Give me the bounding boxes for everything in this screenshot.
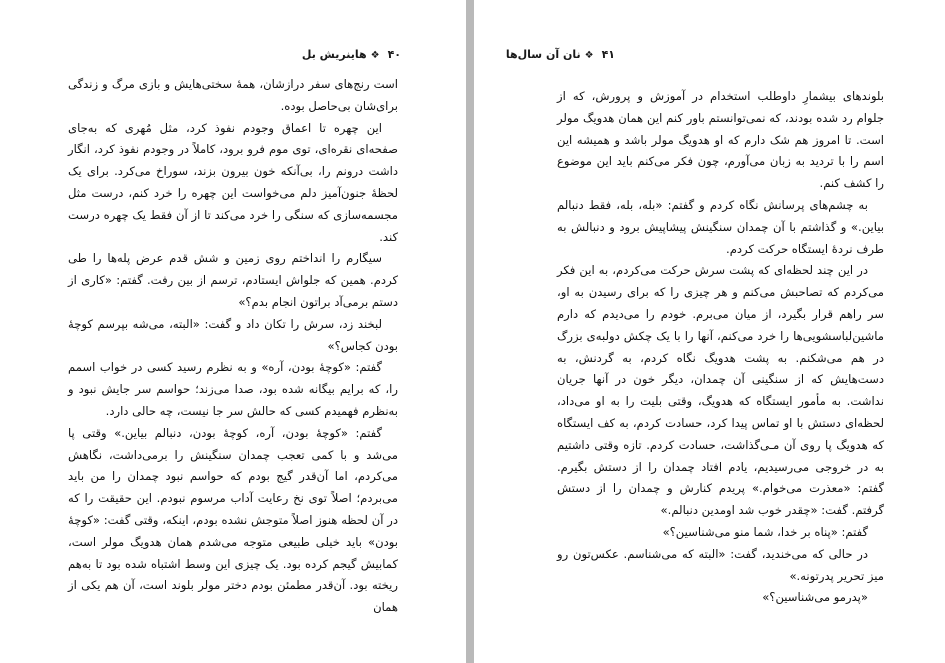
right-running-title: نان آن سال‌ها	[505, 48, 581, 61]
paragraph: گفتم: «پناه بر خدا، شما منو می‌شناسین؟»	[662, 524, 868, 539]
book-gutter	[466, 0, 474, 663]
right-page-body	[557, 86, 884, 609]
paragraph: گفتم: «کوچهٔ بودن، آره، کوچهٔ بودن، دنبالم بیاین.» وقتی پا می‌شد و با کمی تعجب چمدان سنگینش را برمی‌داشت، نگاهش می‌کردم، اما آن‌قدر گیج بودم که حواسم نبود چمدان را من باید می‌بردم؛ اصلاً توی نخ رعایت آداب مرسوم نبودم. این حقیقت را که در آن لحظه هنوز اصلاً متوجش نشده بودم، اینکه، وقتی گفت: «کوچهٔ بودن» باید خیلی طبیعی متوجه می‌شدم همان هدویگ مولر است، کمابیش گیجم کرده بود. یک چیزی این وسط اشتباه شده بود تا به‌هم ریخته بود. آن‌قدر مطمئن بودم دختر مولر بلوند است، آن هم یکی از همان	[68, 425, 398, 615]
right-page-number: ۴۱	[601, 48, 615, 61]
right-page	[474, 0, 945, 663]
paragraph: به چشم‌های پرسانش نگاه کردم و گفتم: «بله، بله، فقط دنبالم بیاین.» و گذاشتم با آن چمدان سنگینش پیشاپیش برود و دنبالش به طرف نردهٔ ایستگاه حرکت کردم.	[557, 197, 884, 256]
paragraph: بلوندهای بیشمارِ داوطلب استخدام در آموزش و پرورش، که از جلوام رد شده بودند، که نمی‌توانستم باور کنم این همان هدویگ مولر است. تا امروز هم شک دارم که او هدویگ مولر باشد و همیشه این اسم را با تردید به زبان می‌آورم، چون فکر می‌کنم باید این موضوع را کشف کنم.	[557, 89, 884, 191]
paragraph: سیگارم را انداختم روی زمین و شش قدم عرض پله‌ها را طی کردم. همین که جلواش ایستادم، ترسم از بین رفت. گفتم: «کاری از دستم برمی‌آد براتون انجام بدم؟»	[68, 251, 398, 309]
left-page-header	[302, 48, 401, 61]
paragraph: لبخند زد، سرش را تکان داد و گفت: «البته، می‌شه بپرسم کوچهٔ بودن کجاس؟»	[68, 316, 398, 353]
paragraph: این چهره تا اعماق وجودم نفوذ کرد، مثل مُهری که به‌جای صفحه‌ای نقره‌ای، توی موم فرو برود، کاملاً در وجودم نفوذ کرد، انگار داشت درونم را، بی‌آنکه خون بیرون بزند، سوراخ می‌کرد. برای یک لحظهٔ جنون‌آمیز دلم می‌خواست این چهره را خرد کنم، درست مثل مجسمه‌سازی که سنگی را خرد می‌کند تا از آن فقط یک چهره درست کند.	[68, 120, 398, 244]
paragraph: است رنج‌های سفر درازشان، همهٔ سختی‌هایش و بازی مرگ و زندگی برای‌شان بی‌حاصل بوده.	[68, 77, 398, 113]
left-page-number: ۴۰	[387, 48, 401, 61]
header-separator-icon: ❖	[370, 50, 380, 61]
paragraph: در این چند لحظه‌ای که پشت سرش حرکت می‌کردم، به این فکر می‌کردم که تصاحبش می‌کنم و هر چیزی را که برای رسیدن به او، سر راهم قرار بگیرد، از میان می‌برم. خودم را می‌دیدم که دارم ماشین‌لباسشویی‌ها را خرد می‌کنم، آنها را با یک چکش دولبه‌ی بزرگ در هم می‌شکنم. به پشت هدویگ نگاه کردم، به گردنش، به دست‌هایش که از سنگینی آن چمدان، دیگر خون در آنها جریان نداشت. به مأمور ایستگاه که هدویگ، وقتی بلیت را به او می‌داد، لحظه‌ای دستش با او تماس پیدا کرد، حسادت کردم، به کف ایستگاه که هدویگ پا روی آن مـی‌گذاشت، حسادت کردم. تازه وقتی داشتیم به در خروجی می‌رسیدیم، یادم افتاد چمدان را از دستش بگیرم. گفتم: «معذرت می‌خوام.» پریدم کنارش و چمدان را از دستش گرفتم. گفت: «چقدر خوب شد اومدین دنبالم.»	[557, 263, 884, 518]
left-page-body	[68, 74, 398, 619]
paragraph: در حالی که می‌خندید، گفت: «البته که می‌شناسم. عکس‌تون رو میز تحریر پدرتونه.»	[557, 546, 884, 583]
paragraph: «پدرمو می‌شناسین؟»	[762, 590, 868, 605]
right-page-header	[506, 48, 615, 61]
left-running-title: هاینریش بل	[301, 48, 367, 61]
header-separator-icon: ❖	[584, 50, 594, 61]
paragraph: گفتم: «کوچهٔ بودن، آره» و به نظرم رسید کسی در خواب اسمم را، که برایم بیگانه شده بود، صدا می‌زند؛ حواسم سر جایش نبود و به‌نظرم فهمیدم کسی که حالش سر جا نیست، چه حالی دارد.	[68, 360, 398, 418]
left-page	[0, 0, 466, 663]
